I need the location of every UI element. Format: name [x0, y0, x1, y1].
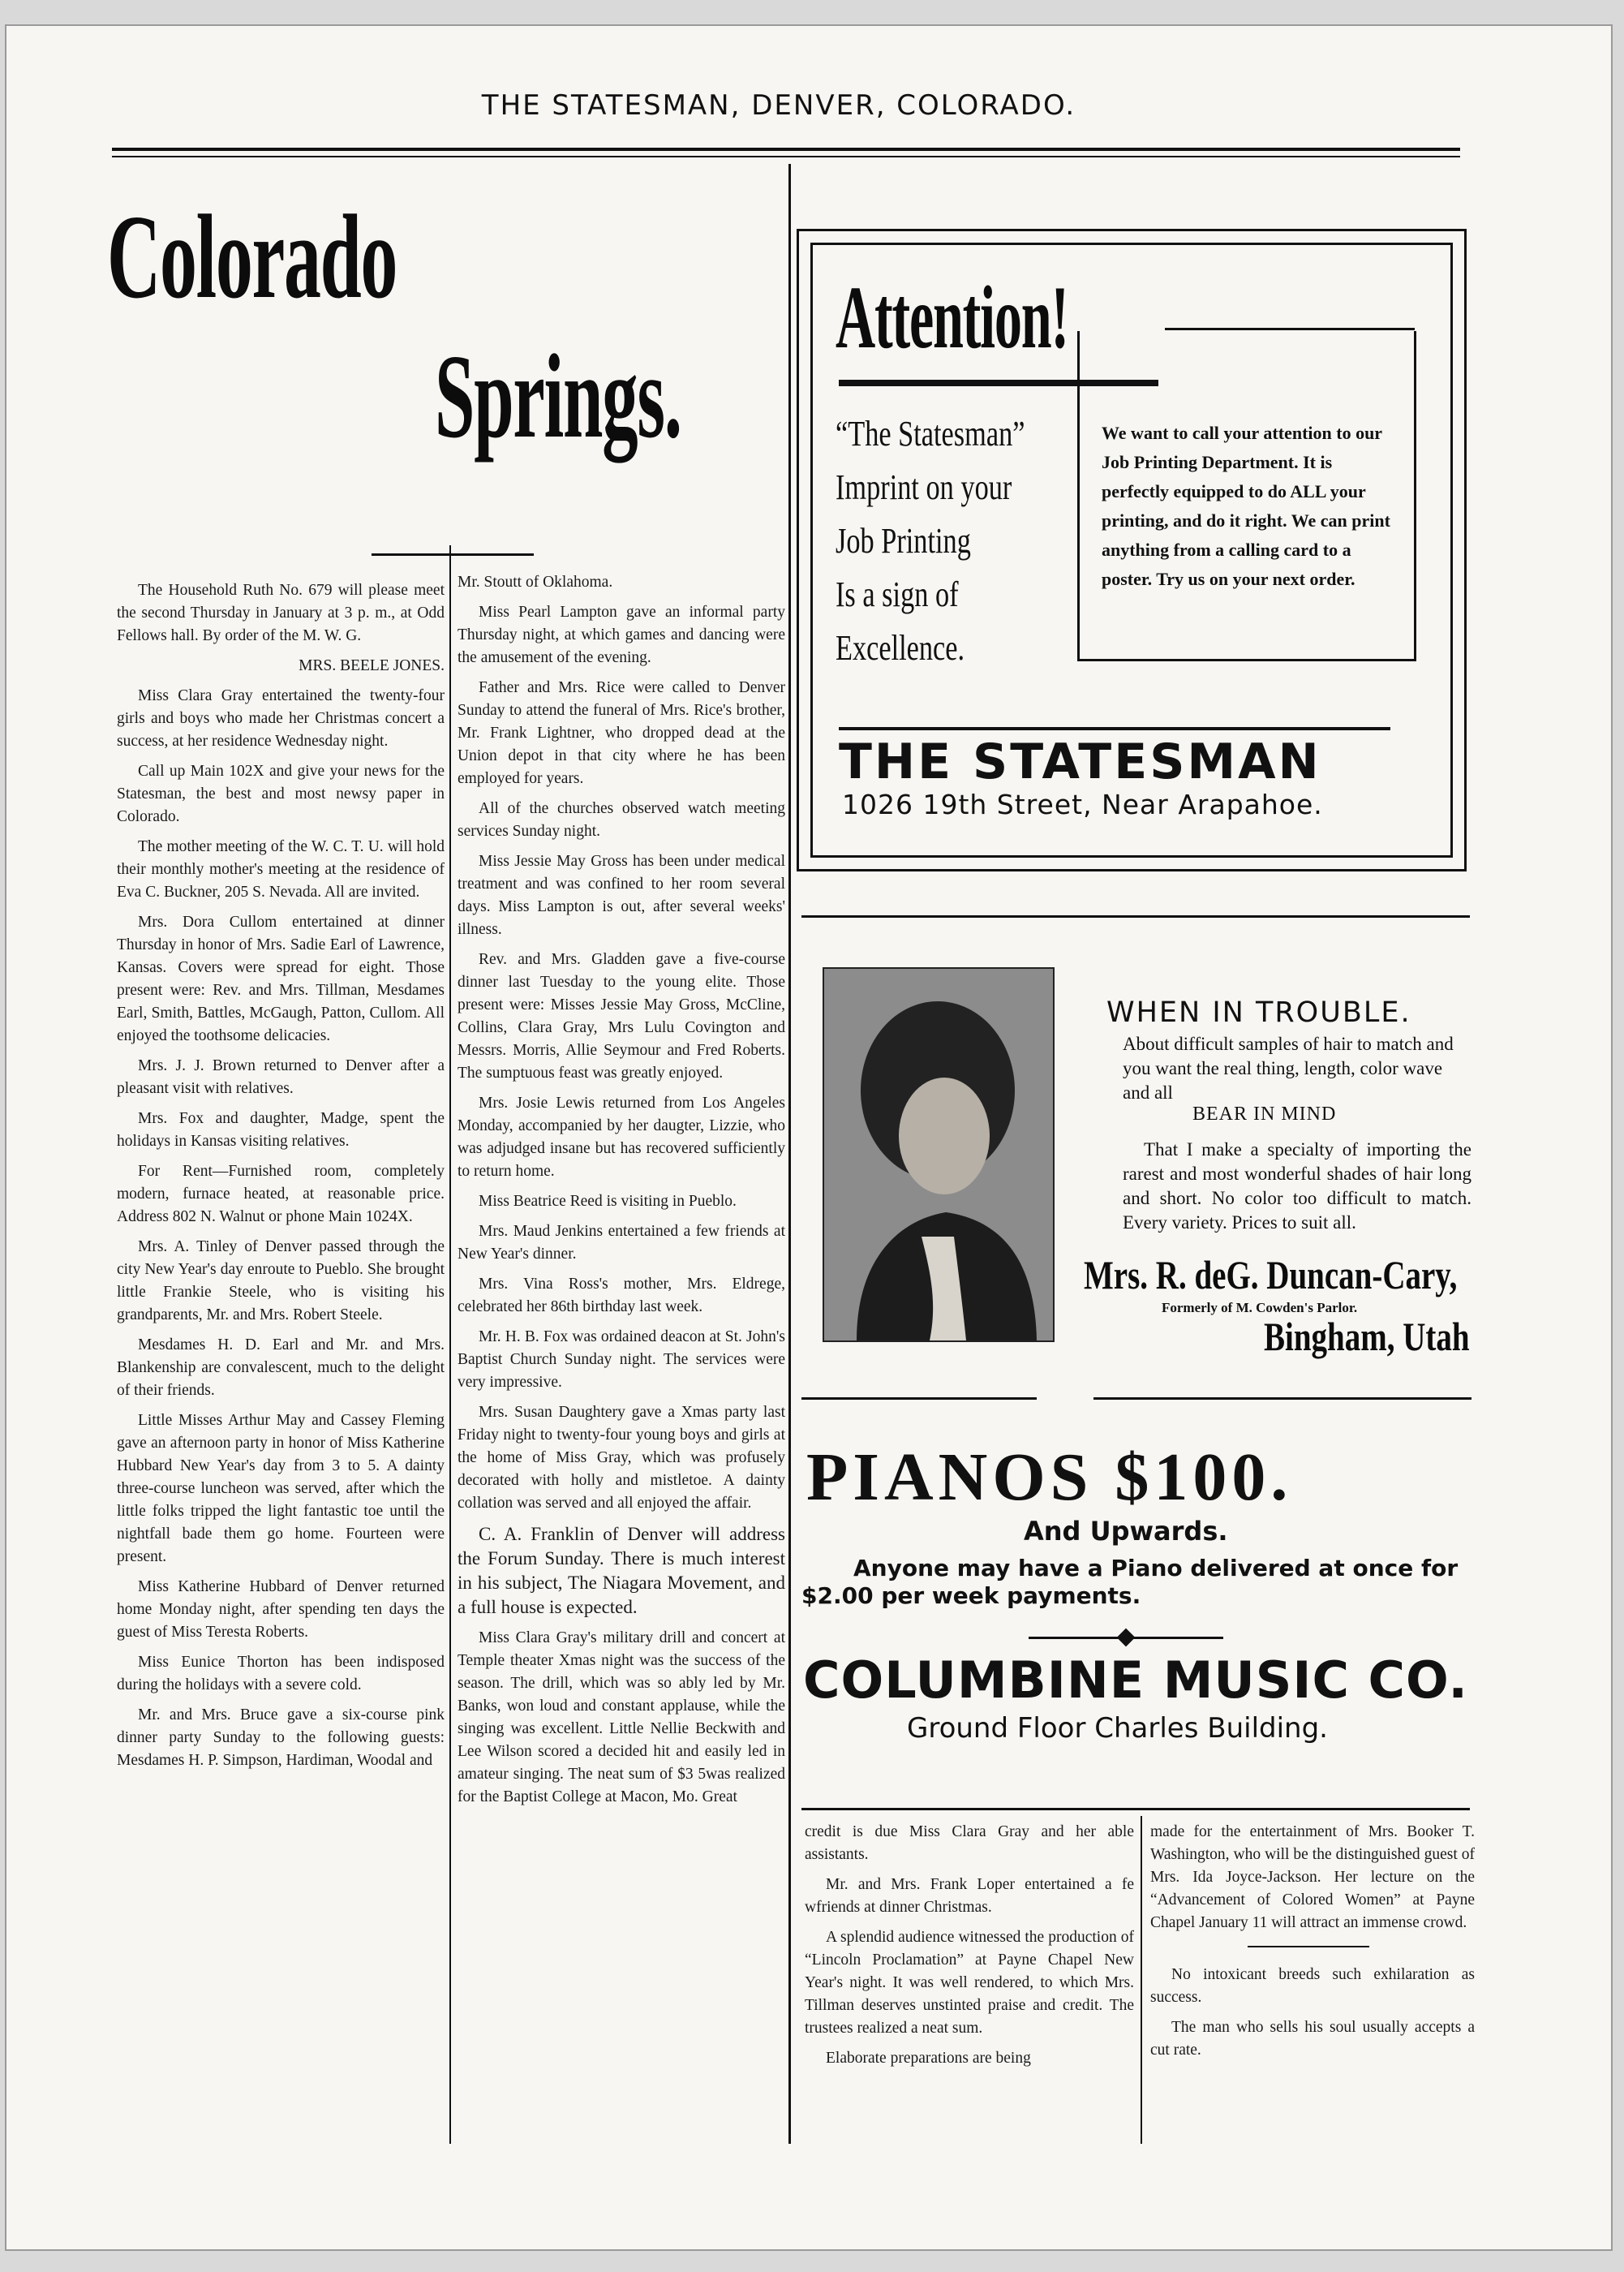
slogan-line: Imprint on your [836, 467, 1012, 507]
news-item: C. A. Franklin of Denver will address the Forum Sunday. There is much interest in his subject, The Niagara Movement, and a full house is expected. [458, 1524, 785, 1617]
news-item: Call up Main 102X and give your news for the Statesman, the best and most newsy paper in Colorado. [117, 763, 445, 825]
news-item: Miss Pearl Lampton gave an informal party Thursday night, at which games and dancing were the amusement of the evening. [458, 604, 785, 666]
news-item: No intoxicant breeds such exhilaration as success. [1150, 1966, 1475, 2006]
piano-ad-ornament [1029, 1631, 1223, 1644]
newspaper-page [5, 24, 1613, 2251]
news-item: Mrs. Maud Jenkins entertained a few friends at New Year's dinner. [458, 1223, 785, 1263]
news-item: Miss Eunice Thorton has been indisposed during the holidays with a severe cold. [117, 1654, 445, 1693]
news-item: Mrs. Josie Lewis returned from Los Angeles Monday, accompanied by her daugter, Lizzie, who was adjudged insane but has recovered sufficiently to return home. [458, 1095, 785, 1180]
news-item: For Rent—Furnished room, completely modern, furnace heated, at reasonable price. Address 802 N. Walnut or phone Main 1024X. [117, 1163, 445, 1225]
attention-slogan [836, 407, 1025, 675]
piano-ad-location: Ground Floor Charles Building. [907, 1712, 1328, 1745]
piano-ad-subheading: And Upwards. [1024, 1516, 1228, 1547]
news-item: All of the churches observed watch meeting services Sunday night. [458, 800, 785, 840]
column-divider-right [1141, 1816, 1142, 2144]
section-title-line2: Springs. [435, 330, 681, 463]
hair-ad-formerly: Formerly of M. Cowden's Parlor. [1162, 1300, 1358, 1315]
hair-ad-proprietor: Mrs. R. deG. Duncan-Cary, [1084, 1252, 1458, 1297]
hair-ad-heading: WHEN IN TROUBLE. [1106, 996, 1411, 1029]
statesman-name: THE STATESMAN [839, 734, 1321, 790]
section-rule [801, 915, 1470, 918]
news-item: Mr. Stoutt of Oklahoma. [458, 574, 613, 591]
news-item: Mrs. J. J. Brown returned to Denver after a pleasant visit with relatives. [117, 1057, 445, 1097]
column-divider-main [788, 164, 791, 2144]
section-title-line1: Colorado [107, 191, 397, 324]
news-item: Mrs. Susan Daughtery gave a Xmas party last Friday night to twenty-four young boys and girls at the home of Miss Gray, which was profusely decorated with holly and mistletoe. A dainty collation was served and all enjoyed the affair. [458, 1404, 785, 1512]
news-item: Little Misses Arthur May and Cassey Fleming gave an afternoon party in honor of Miss Katherine Hubbard New Year's day from 3 to 5. A dainty three-course luncheon was served, after which the little folks tripped the light fantastic toe until the nightfall bade them go home. Fourteen were present. [117, 1412, 445, 1565]
news-item: made for the entertainment of Mrs. Booker T. Washington, who will be the distinguished guest of Mrs. Ida Joyce-Jackson. Her lecture on the “Advancement of Colored Women” at Payne Chapel January 11 will attract an immense crowd. [1150, 1823, 1475, 1931]
news-item: credit is due Miss Clara Gray and her able assistants. [805, 1823, 1134, 1863]
column-divider-left [449, 545, 451, 2144]
slogan-line: “The Statesman” [836, 414, 1025, 454]
slogan-line: Job Printing [836, 521, 971, 561]
piano-ad-company: COLUMBINE MUSIC CO. [803, 1650, 1468, 1710]
news-item: The mother meeting of the W. C. T. U. will hold their monthly mother's meeting at the residence of Eva C. Buckner, 205 S. Nevada. All are invited. [117, 838, 445, 901]
news-item: Miss Jessie May Gross has been under medical treatment and was confined to her room several days. Miss Lampton is out, after several weeks' illness. [458, 853, 785, 938]
offer-line: Anyone may have a Piano delivered at once for [853, 1555, 1459, 1581]
portrait-image [824, 969, 1053, 1340]
news-signature: MRS. BEELE JONES. [299, 657, 445, 674]
news-item: Mesdames H. D. Earl and Mr. and Mrs. Blankenship are convalescent, much to the delight of their friends. [117, 1336, 445, 1399]
news-column-3 [805, 1821, 1134, 2077]
news-item: Miss Katherine Hubbard of Denver returned home Monday night, after spending ten days the guest of Miss Teresta Roberts. [117, 1578, 445, 1641]
piano-ad-heading: PIANOS $100. [806, 1439, 1293, 1515]
news-item: Father and Mrs. Rice were called to Denver Sunday to attend the funeral of Mrs. Rice's brother, Mr. Frank Lightner, who dropped dead at the Union depot in that city where he has been employed for years. [458, 679, 785, 787]
section-rule [801, 1397, 1037, 1400]
portrait-photo [823, 967, 1055, 1342]
news-item: Mr. and Mrs. Bruce gave a six-course pink dinner party Sunday to the following guests: Mesdames H. P. Simpson, Hardiman, Woodal and [117, 1706, 445, 1769]
news-column-4 [1150, 1821, 1475, 2069]
section-rule [1093, 1397, 1471, 1400]
title-underline [372, 553, 534, 556]
news-item: A splendid audience witnessed the production of “Lincoln Proclamation” at Payne Chapel New Year's night. It was well rendered, to which Mrs. Tillman deserves unstinted praise and credit. The trustees realized a neat sum. [805, 1929, 1134, 2037]
header-rule [112, 148, 1460, 151]
news-item: Miss Clara Gray's military drill and concert at Temple theater Xmas night was the success of the season. The drill, which was so ably led by Mr. Banks, won loud and constant applause, while the singing was excellent. Little Nellie Beckwith and Lee Wilson scored a decided hit and easily led in amateur singing. The neat sum of $3 5was realized for the Baptist College at Macon, Mo. Great [458, 1629, 785, 1805]
hair-ad-intro: About difficult samples of hair to match and you want the real thing, length, color wave and all [1123, 1034, 1454, 1103]
news-item: Mr. and Mrs. Frank Loper entertained a fe wfriends at dinner Christmas. [805, 1876, 1134, 1916]
news-item: Rev. and Mrs. Gladden gave a five-course dinner last Tuesday to the young elite. Those present were: Misses Jessie May Gross, McCline, Collins, Clara Gray, Mrs Lulu Covington and Messrs. Morris, Allie Seymour and Fred Roberts. The sumptuous feast was greatly enjoyed. [458, 951, 785, 1082]
attention-heading: Attention! [836, 268, 1068, 367]
section-rule [801, 1808, 1470, 1810]
news-item: Mrs. A. Tinley of Denver passed through the city New Year's day enroute to Pueblo. She brought little Frankie Steele, who is visiting his grandparents, Mr. and Mrs. Robert Steele. [117, 1238, 445, 1323]
news-item: Mr. H. B. Fox was ordained deacon at St. John's Baptist Church Sunday night. The services were very impressive. [458, 1328, 785, 1391]
news-item: Elaborate preparations are being [826, 2050, 1031, 2067]
short-rule [1248, 1946, 1369, 1947]
attention-rule-top [1165, 328, 1415, 330]
news-column-1 [117, 579, 445, 1779]
attention-body: We want to call your attention to our Job Printing Department. It is perfectly equipped to do ALL your printing, and do it right. We can print anything from a calling card to a poster. Try us on your next order. [1102, 423, 1390, 589]
header-rule-thin [112, 156, 1460, 157]
statesman-address: 1026 19th Street, Near Arapahoe. [842, 789, 1323, 820]
news-item: The man who sells his soul usually accepts a cut rate. [1150, 2019, 1475, 2059]
news-item: The Household Ruth No. 679 will please meet the second Thursday in January at 3 p. m., at Odd Fellows hall. By order of the M. W. G. [117, 582, 445, 644]
hair-ad-body: That I make a specialty of importing the rarest and most wonderful shades of hair long and short. No color too difficult to match. Every variety. Prices to suit all. [1123, 1139, 1471, 1233]
news-item: Mrs. Vina Ross's mother, Mrs. Eldrege, celebrated her 86th birthday last week. [458, 1276, 785, 1315]
hair-ad-bear-in-mind: BEAR IN MIND [1192, 1104, 1337, 1125]
piano-ad-offer [801, 1555, 1467, 1610]
slogan-line: Excellence. [836, 628, 965, 668]
news-item: Mrs. Fox and daughter, Madge, spent the holidays in Kansas visiting relatives. [117, 1110, 445, 1150]
slogan-line: Is a sign of [836, 574, 959, 614]
page-header: THE STATESMAN, DENVER, COLORADO. [481, 89, 1076, 122]
news-item: Miss Clara Gray entertained the twenty-four girls and boys who made her Christmas concert a success, at her residence Wednesday night. [117, 687, 445, 750]
statesman-ad-divider [839, 727, 1390, 730]
news-item: Mrs. Dora Cullom entertained at dinner Thursday in honor of Mrs. Sadie Earl of Lawrence, Kansas. Covers were spread for eight. Those present were: Rev. and Mrs. Tillman, Mesdames Earl, Smith, Battles, McGaugh, Patton, Cullom. All enjoyed the toothsome delicacies. [117, 914, 445, 1044]
news-item: Miss Beatrice Reed is visiting in Pueblo. [479, 1193, 737, 1210]
hair-ad-city: Bingham, Utah [1264, 1314, 1470, 1359]
offer-line: $2.00 per week payments. [801, 1582, 1141, 1609]
news-column-2 [458, 571, 785, 1816]
